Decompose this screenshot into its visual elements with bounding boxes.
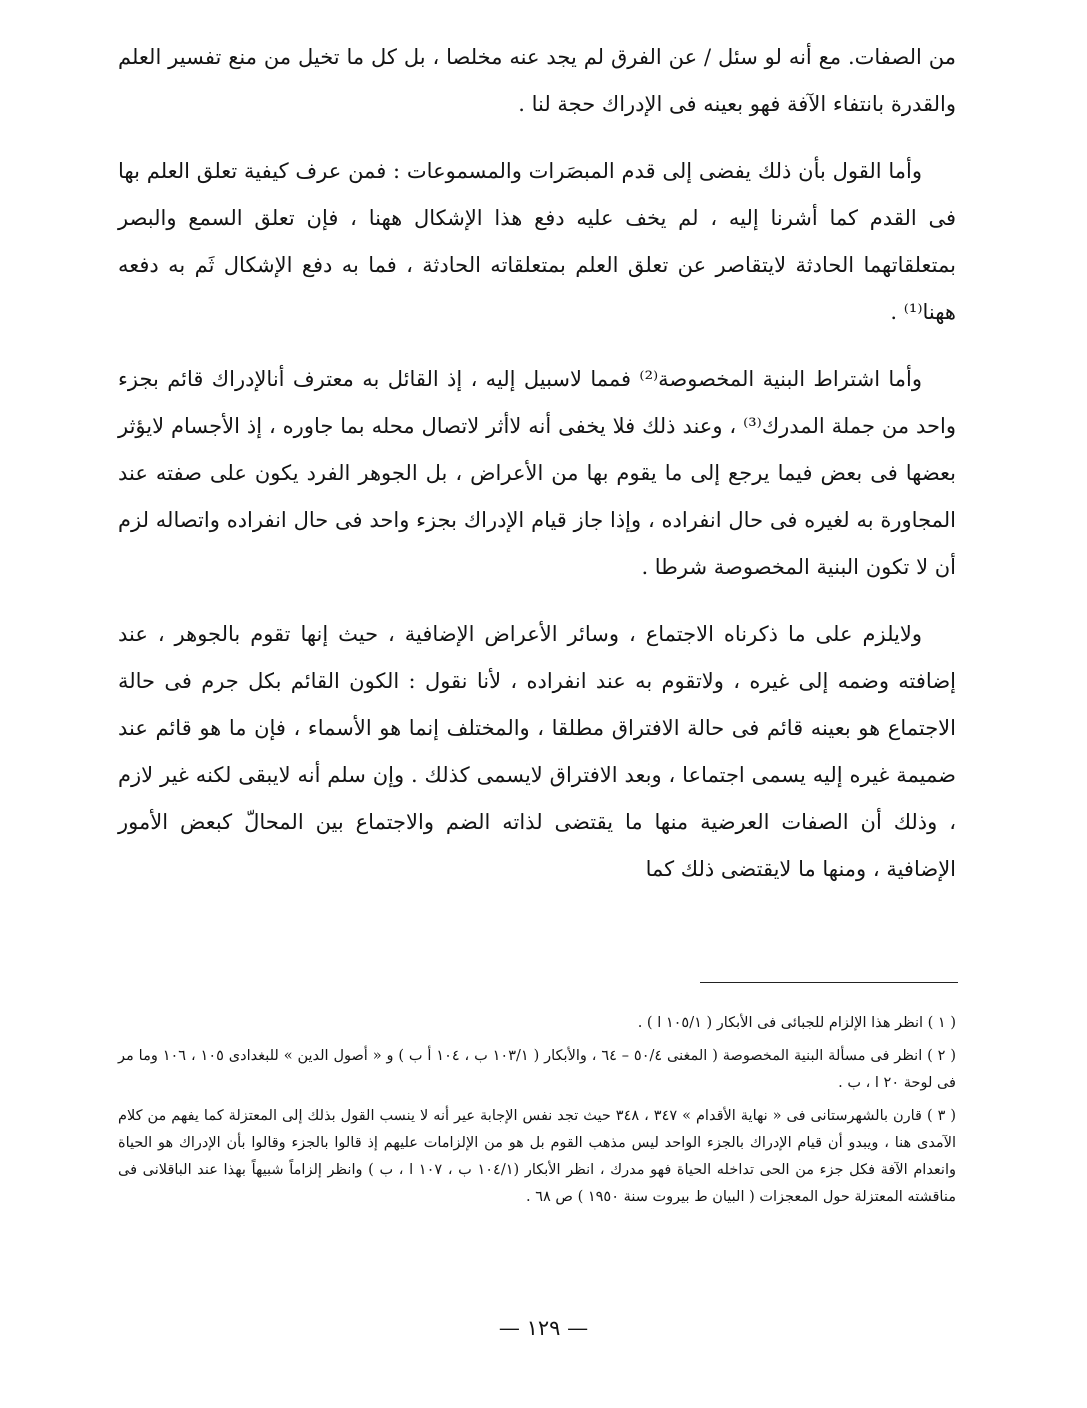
paragraph-1: من الصفات. مع أنه لو سئل / عن الفرق لم يجد عنه مخلصا ، بل كل ما تخيل من منع تفسير العلم والقدرة بانتفاء الآفة فهو بعينه فى الإدراك حجة لنا . [118, 45, 956, 116]
paragraph-4: ولايلزم على ما ذكرناه الاجتماع ، وسائر الأعراض الإضافية ، حيث إنها تقوم بالجوهر ، عند إضافته وضمه إلى غيره ، ولاتقوم به عند انفراده ، لأنا نقول : الكون القائم بكل جرم فى حالة الاجتماع هو بعينه قائم فى حالة الافتراق مطلقا ، والمختلف إنما هو الأسماء ، فإن ما هو قائم عند ضميمة غيره إليه يسمى اجتماعا ، وبعد الافتراق لايسمى كذلك . وإن سلم أنه لايبقى لكنه غير لازم ، وذلك أن الصفات العرضية منها ما يقتضى لذاته الضم والاجتماع بين المحالّ كبعض الأمور الإضافية ، ومنها ما لايقتضى ذلك كما [118, 622, 956, 881]
footnotes [118, 1010, 956, 1217]
footnote-1: ( ١ ) انظر هذا الإلزام للجبائى فى الأبكار ( ١٠٥/١ ا ) . [637, 1015, 956, 1031]
footnote-2: ( ٢ ) انظر فى مسألة البنية المخصوصة ( المغنى ٥٠/٤ – ٦٤ ، والأبكار ( ١٠٣/١ ب ، ١٠٤ أ ب ) و « أصول الدين » للبغدادى ١٠٥ ، ١٠٦ وما مر فى لوحة ٢٠ ا ، ب . [118, 1048, 956, 1091]
footnote-3: ( ٣ ) قارن بالشهرستانى فى « نهاية الأقدام » ٣٤٧ ، ٣٤٨ حيث تجد نفس الإجابة عير أنه لا ينسب القول بذلك إلى المعتزلة كما يفهم من كلام الآمدى هنا ، ويبدو أن قيام الإدراك بالجزء الواحد ليس مذهب القوم بل هو من الإلزامات عليهم إذ قالوا بالجزء وقالوا بأن الإدراك هو الحياة وانعدام الآفة فكل جزء من الحى تداخله الحياة فهو مدرك ، انظر الأبكار (١٠٤/١ ب ، ١٠٧ ا ، ب ) وانظر إلزاماً شبيهاً بهذا عند الباقلانى فى مناقشته المعتزلة حول المعجزات ( البيان ط بيروت سنة ١٩٥٠ ) ص ٦٨ . [118, 1108, 956, 1205]
main-text [118, 34, 956, 913]
paragraph-2: وأما القول بأن ذلك يفضى إلى قدم المبصَرات والمسموعات : فمن عرف كيفية تعلق العلم بها فى القدم كما أشرنا إليه ، لم يخف عليه دفع هذا الإشكال ههنا ، فإن تعلق السمع والبصر بمتعلقاتهما الحادثة لايتقاصر عن تعلق العلم بمتعلقاته الحادثة ، فما به دفع الإشكال ثَم به دفعه ههنا⁽¹⁾ . [118, 159, 956, 324]
paragraph-3: وأما اشتراط البنية المخصوصة⁽²⁾ فمما لاسبيل إليه ، إذ القائل به معترف أنالإدراك قائم بجزء واحد من جملة المدرك⁽³⁾ ، وعند ذلك فلا يخفى أنه لاأثر لاتصال محله بما جاوره ، إذ الأجسام لايؤثر بعضها فى بعض فيما يرجع إلى ما يقوم بها من الأعراض ، بل الجوهر الفرد يكون على صفته عند المجاورة به لغيره فى حال انفراده ، وإذا جاز قيام الإدراك بجزء واحد فى حال انفراده واتصاله لزم أن لا تكون البنية المخصوصة شرطا . [118, 367, 956, 579]
page-number: — ١٢٩ — [498, 1316, 589, 1340]
footnote-divider [700, 982, 958, 983]
